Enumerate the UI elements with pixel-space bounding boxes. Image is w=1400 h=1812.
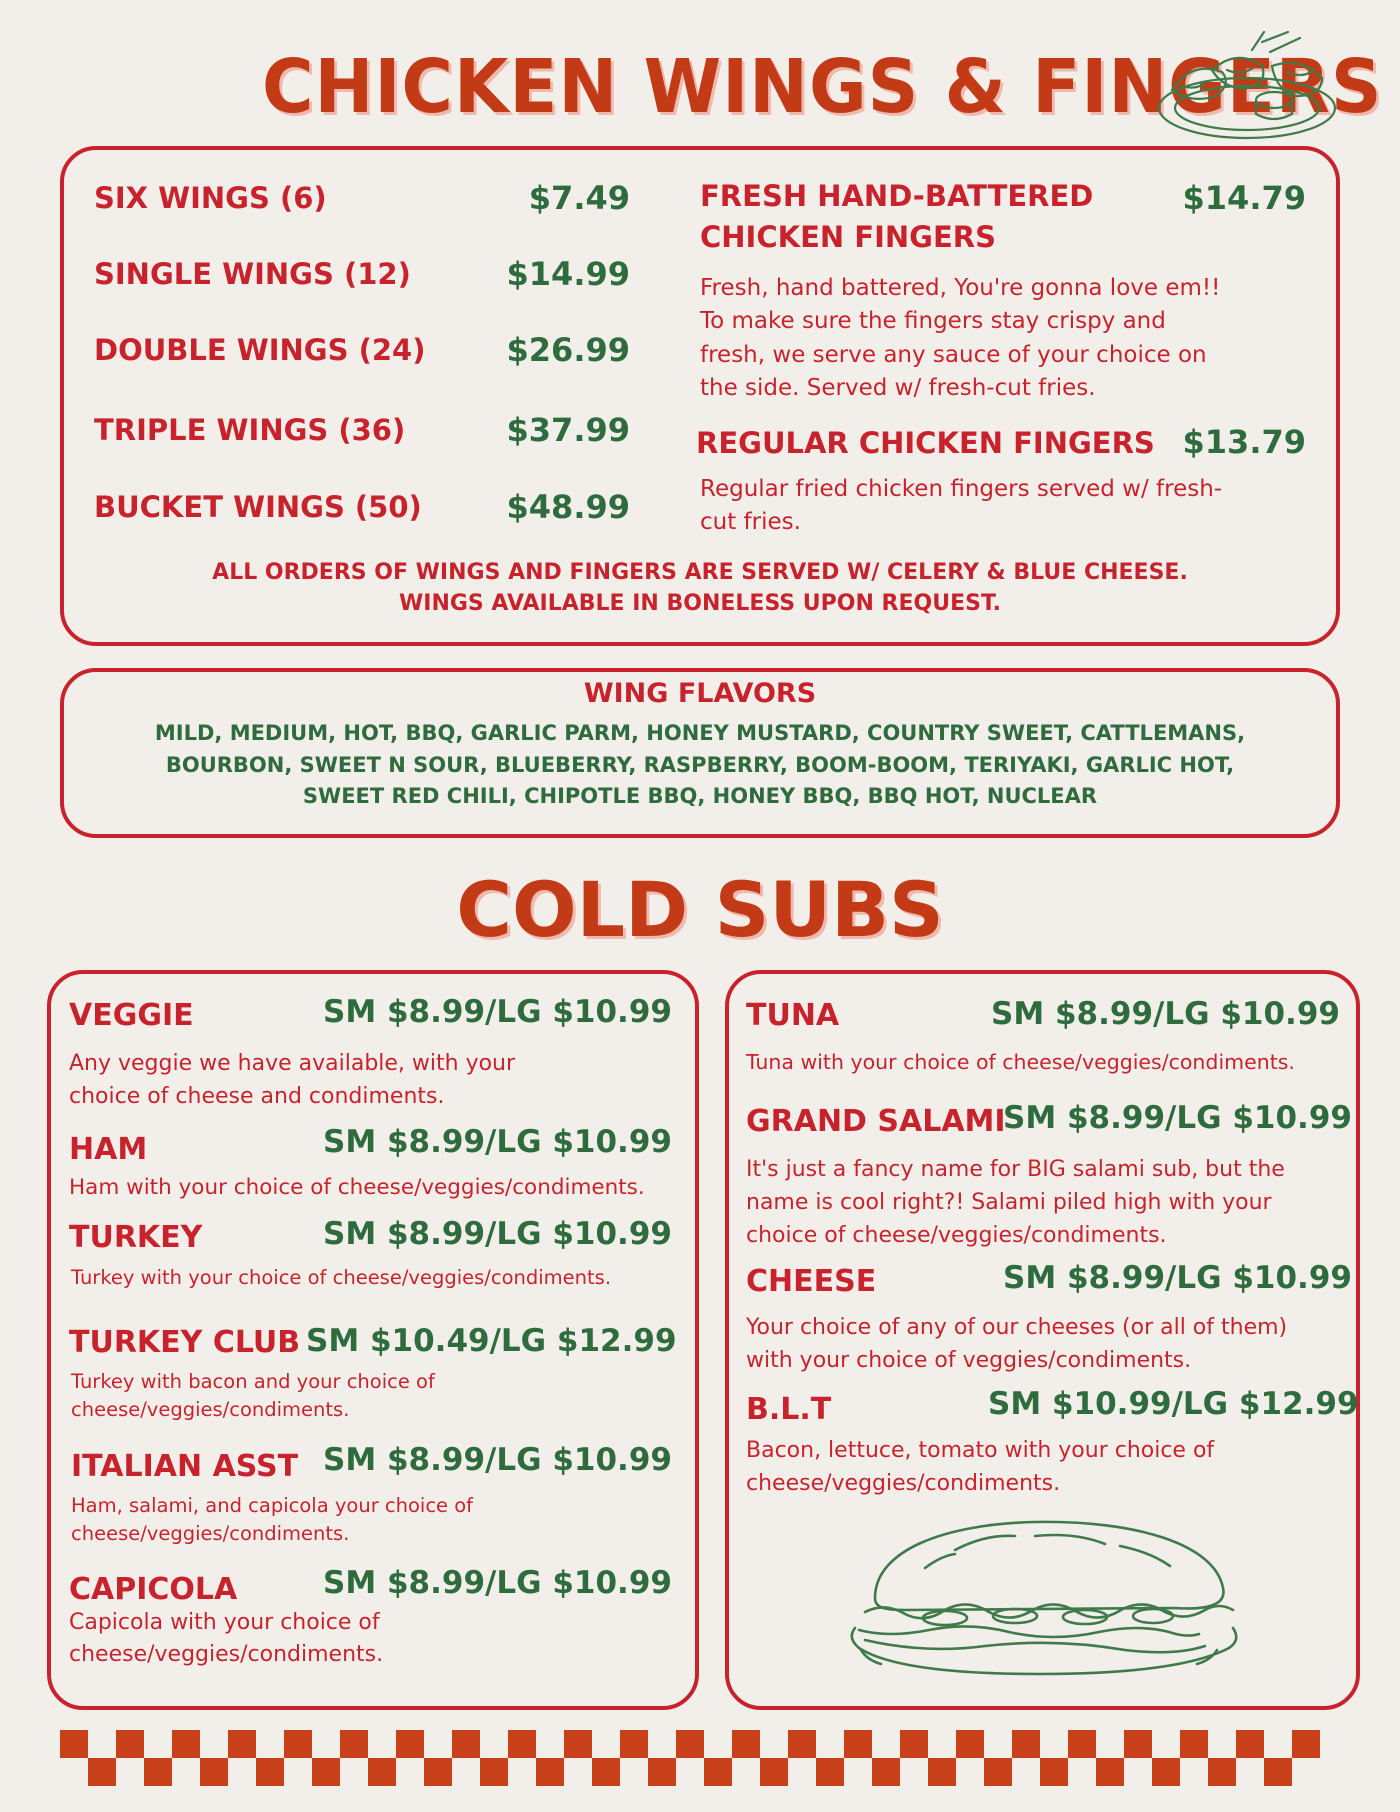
- checker-square: [872, 1758, 900, 1786]
- checker-square: [256, 1758, 284, 1786]
- wing-item-name: DOUBLE WINGS (24): [94, 333, 426, 367]
- checker-square: [88, 1758, 116, 1786]
- sub-item-description: [71, 1492, 473, 1549]
- desc-line: choice of cheese/veggies/condiments.: [746, 1223, 1167, 1248]
- desc-line: Capicola with your choice of: [69, 1610, 380, 1635]
- desc-line: cheese/veggies/condiments.: [71, 1522, 350, 1546]
- checkered-footer-border: [60, 1730, 1340, 1786]
- checker-square: [368, 1758, 396, 1786]
- wing-item-price: $7.49: [528, 179, 630, 217]
- checker-square: [928, 1758, 956, 1786]
- desc-line: with your choice of veggies/condiments.: [746, 1348, 1192, 1373]
- fingers-item-price: $13.79: [1182, 423, 1306, 461]
- checker-square: [396, 1730, 424, 1758]
- checker-square: [788, 1730, 816, 1758]
- desc-line: Any veggie we have available, with your: [69, 1051, 516, 1076]
- sub-item-name: TURKEY CLUB: [69, 1325, 301, 1360]
- checker-square: [1152, 1758, 1180, 1786]
- fingers-item-name: [700, 176, 1093, 258]
- checker-square: [1040, 1758, 1068, 1786]
- desc-line: fresh, we serve any sauce of your choice on: [700, 341, 1207, 368]
- checker-square: [1264, 1758, 1292, 1786]
- sub-item-description: [746, 1153, 1285, 1252]
- checker-square: [956, 1730, 984, 1758]
- sub-item-price: SM $8.99/LG $10.99: [323, 1565, 672, 1601]
- flavors-line: MILD, MEDIUM, HOT, BBQ, GARLIC PARM, HONEY MUSTARD, COUNTRY SWEET, CATTLEMANS,: [154, 721, 1246, 745]
- wings-section-title: CHICKEN WINGS & FINGERS: [262, 44, 1383, 130]
- checker-square: [452, 1730, 480, 1758]
- checker-square: [1208, 1758, 1236, 1786]
- sub-item-name: B.L.T: [746, 1392, 832, 1427]
- desc-line: Your choice of any of our cheeses (or all of them): [746, 1315, 1288, 1340]
- desc-line: Regular fried chicken fingers served w/ fresh-: [700, 476, 1223, 502]
- wings-served-note: [60, 558, 1340, 620]
- wing-flavors-list: [110, 718, 1290, 813]
- sub-item-price: SM $8.99/LG $10.99: [323, 1124, 672, 1160]
- flavors-line: SWEET RED CHILI, CHIPOTLE BBQ, HONEY BBQ, BBQ HOT, NUCLEAR: [302, 784, 1098, 808]
- sub-item-price: SM $8.99/LG $10.99: [323, 1442, 672, 1478]
- sub-item-name: TUNA: [746, 998, 840, 1033]
- sub-item-description: [71, 1368, 435, 1425]
- checker-square: [1096, 1758, 1124, 1786]
- sub-item-name: GRAND SALAMI: [746, 1104, 1006, 1139]
- wing-item-name: TRIPLE WINGS (36): [94, 413, 406, 447]
- sub-item-description: [746, 1434, 1214, 1500]
- sub-item-price: SM $8.99/LG $10.99: [991, 996, 1340, 1032]
- checker-square: [1124, 1730, 1152, 1758]
- sub-item-price: SM $8.99/LG $10.99: [323, 994, 672, 1030]
- sub-item-name: ITALIAN ASST: [71, 1449, 299, 1484]
- checker-square: [172, 1730, 200, 1758]
- checker-square: [732, 1730, 760, 1758]
- wing-item-price: $48.99: [506, 488, 630, 526]
- checker-square: [340, 1730, 368, 1758]
- checker-square: [564, 1730, 592, 1758]
- desc-line: Turkey with bacon and your choice of: [71, 1370, 435, 1393]
- wing-item-name: SIX WINGS (6): [94, 181, 327, 215]
- fingers-name-line: FRESH HAND-BATTERED: [700, 179, 1094, 213]
- fingers-item-description: [700, 272, 1220, 405]
- checker-square: [228, 1730, 256, 1758]
- desc-line: It's just a fancy name for BIG salami sub, but the: [746, 1157, 1285, 1182]
- sub-item-name: CAPICOLA: [69, 1572, 238, 1607]
- checker-square: [508, 1730, 536, 1758]
- desc-line: choice of cheese and condiments.: [69, 1084, 445, 1109]
- wing-item-price: $14.99: [506, 255, 630, 293]
- sub-item-name: HAM: [69, 1132, 148, 1167]
- checker-square: [60, 1730, 88, 1758]
- sub-item-name: TURKEY: [69, 1220, 203, 1255]
- fingers-item-name: REGULAR CHICKEN FINGERS: [696, 426, 1155, 460]
- desc-line: the side. Served w/ fresh-cut fries.: [700, 375, 1096, 402]
- sub-sandwich-icon: [835, 1510, 1255, 1690]
- sub-item-price: SM $8.99/LG $10.99: [1003, 1260, 1352, 1296]
- sub-item-description: Ham with your choice of cheese/veggies/condiments.: [69, 1175, 645, 1200]
- checker-square: [592, 1758, 620, 1786]
- wing-item-price: $26.99: [506, 331, 630, 369]
- sub-item-price: SM $10.99/LG $12.99: [988, 1386, 1359, 1422]
- checker-square: [424, 1758, 452, 1786]
- desc-line: Fresh, hand battered, You're gonna love em!!: [700, 275, 1221, 301]
- sub-item-price: SM $10.49/LG $12.99: [306, 1323, 677, 1359]
- subs-section-title: COLD SUBS: [456, 865, 944, 954]
- sub-item-price: SM $8.99/LG $10.99: [323, 1216, 672, 1252]
- checker-square: [200, 1758, 228, 1786]
- desc-line: cheese/veggies/condiments.: [71, 1398, 350, 1422]
- desc-line: Ham, salami, and capicola your choice of: [71, 1494, 474, 1517]
- desc-line: To make sure the fingers stay crispy and: [700, 308, 1166, 335]
- checker-square: [704, 1758, 732, 1786]
- sub-item-name: VEGGIE: [69, 998, 194, 1033]
- checker-square: [312, 1758, 340, 1786]
- desc-line: cheese/veggies/condiments.: [69, 1641, 384, 1667]
- checker-square: [760, 1758, 788, 1786]
- wing-item-price: $37.99: [506, 411, 630, 449]
- flavors-line: BOURBON, SWEET N SOUR, BLUEBERRY, RASPBERRY, BOOM-BOOM, TERIYAKI, GARLIC HOT,: [165, 752, 1235, 777]
- wing-item-name: SINGLE WINGS (12): [94, 257, 411, 291]
- checker-square: [536, 1758, 564, 1786]
- checker-square: [1012, 1730, 1040, 1758]
- desc-line: cut fries.: [700, 509, 801, 536]
- checker-square: [1236, 1730, 1264, 1758]
- desc-line: name is cool right?! Salami piled high with your: [746, 1190, 1272, 1215]
- checker-square: [844, 1730, 872, 1758]
- sub-item-description: [746, 1311, 1287, 1377]
- desc-line: Bacon, lettuce, tomato with your choice of: [746, 1438, 1215, 1463]
- wing-flavors-title: WING FLAVORS: [583, 678, 817, 709]
- fingers-name-line: CHICKEN FINGERS: [700, 220, 996, 255]
- sub-item-description: Turkey with your choice of cheese/veggies/condiments.: [71, 1266, 612, 1289]
- checker-square: [480, 1758, 508, 1786]
- checker-square: [648, 1758, 676, 1786]
- note-line: ALL ORDERS OF WINGS AND FINGERS ARE SERVED W/ CELERY & BLUE CHEESE.: [212, 560, 1188, 585]
- checker-square: [900, 1730, 928, 1758]
- checker-square: [676, 1730, 704, 1758]
- checker-square: [116, 1730, 144, 1758]
- fingers-item-price: $14.79: [1182, 179, 1306, 217]
- sub-item-description: Tuna with your choice of cheese/veggies/condiments.: [746, 1050, 1295, 1074]
- checker-square: [984, 1758, 1012, 1786]
- checker-square: [284, 1730, 312, 1758]
- wing-item-name: BUCKET WINGS (50): [94, 490, 422, 524]
- checker-square: [144, 1758, 172, 1786]
- fingers-item-description: [700, 473, 1222, 540]
- checker-square: [620, 1730, 648, 1758]
- sub-item-price: SM $8.99/LG $10.99: [1003, 1100, 1352, 1136]
- checker-square: [1068, 1730, 1096, 1758]
- checker-square: [816, 1758, 844, 1786]
- checker-square: [1292, 1730, 1320, 1758]
- desc-line: cheese/veggies/condiments.: [746, 1471, 1061, 1496]
- note-line: WINGS AVAILABLE IN BONELESS UPON REQUEST.: [399, 590, 1001, 616]
- sub-item-description: [69, 1047, 515, 1113]
- sub-item-name: CHEESE: [746, 1264, 877, 1299]
- wings-plate-icon: [1152, 30, 1342, 148]
- sub-item-description: [69, 1607, 383, 1671]
- checker-square: [1180, 1730, 1208, 1758]
